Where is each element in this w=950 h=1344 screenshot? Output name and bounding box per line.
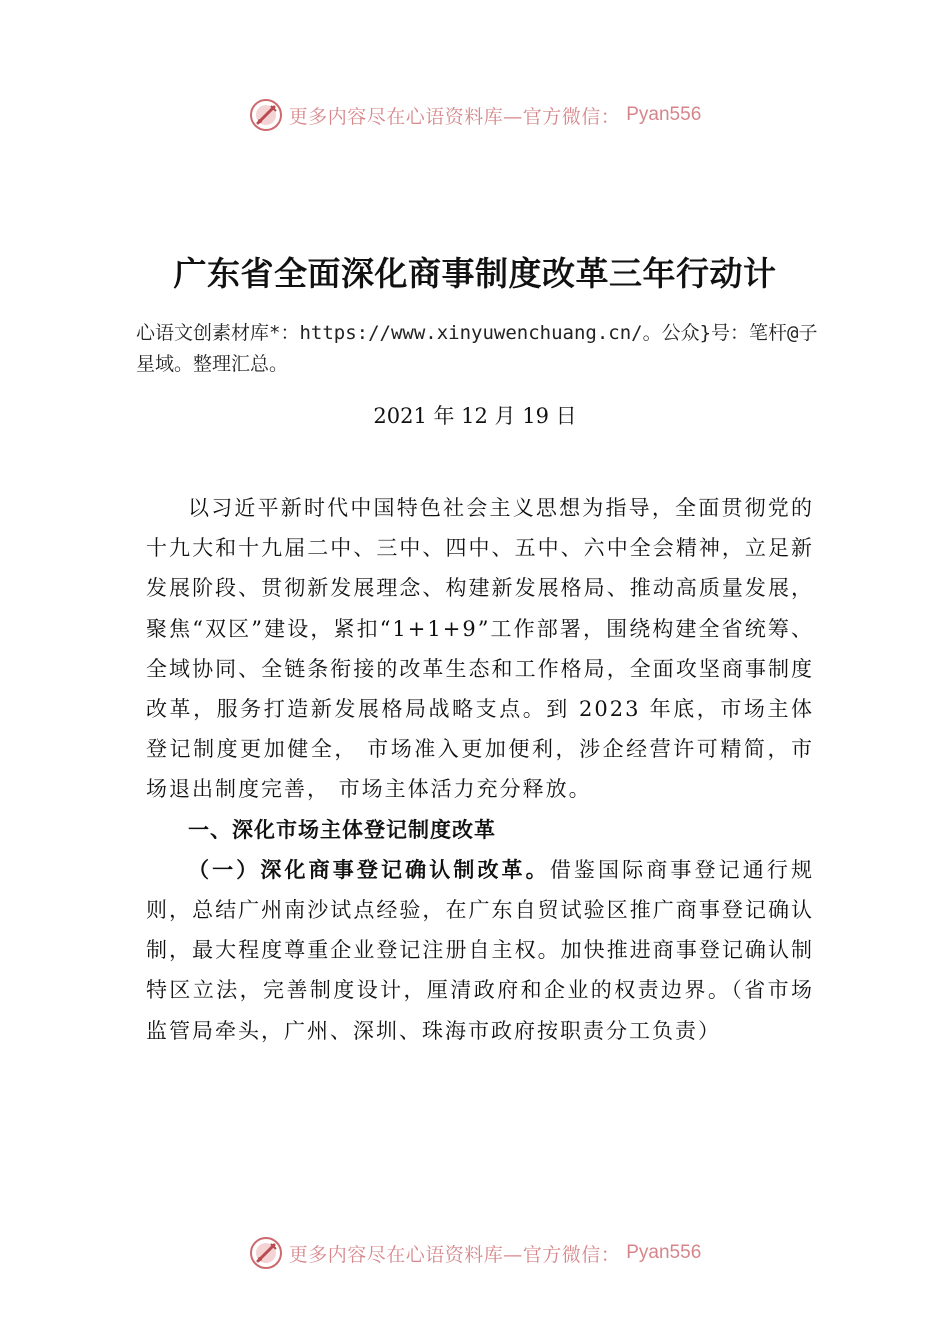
xinyu-logo-icon [249, 1236, 283, 1270]
item-text: 借鉴国际商事登记通行规则，总结广州南沙试点经验，在广东自贸试验区推广商事登记确认制，最大程度尊重企业登记注册自主权。加快推进商事登记确认制特区立法，完善制度设计，厘清政府和企业的权责边界。（省市场监管局牵头，广州、深圳、珠海市政府按职责分工负责） [146, 857, 815, 1043]
banner-wechat-id: Pyan556 [626, 1242, 702, 1263]
bottom-banner [0, 1233, 950, 1273]
document-body [146, 488, 814, 1051]
document-date: 2021 年 12 月 19 日 [373, 404, 577, 428]
section-heading: 一、深化市场主体登记制度改革 [188, 816, 496, 842]
intro-paragraph: 以习近平新时代中国特色社会主义思想为指导，全面贯彻党的十九大和十九届二中、三中、四中、五中、六中全会精神，立足新发展阶段、贯彻新发展理念、构建新发展格局、推动高质量发展，聚焦“双区”建设，紧扣“1+1+9”工作部署，围绕构建全省统筹、全域协同、全链条衔接的改革生态和工作格局，全面攻坚商事制度改革，服务打造新发展格局战略支点。到 2023 年底，市场主体登记制度更加健全， 市场准入更加便利，涉企经营许可精简，市场退出制度完善， 市场主体活力充分释放。 [146, 496, 814, 802]
banner-text: 更多内容尽在心语资料库—官方微信： [288, 105, 621, 128]
banner-text: 更多内容尽在心语资料库—官方微信： [288, 1243, 621, 1266]
top-banner [0, 95, 950, 135]
document-title: 广东省全面深化商事制度改革三年行动计 [173, 254, 777, 293]
item-paragraph [146, 850, 814, 1051]
banner-wechat-id: Pyan556 [626, 104, 702, 125]
source-note: 心语文创素材库*：https://www.xinyuwenchuang.cn/。公众}号：笔杆@子星域。整理汇总。 [136, 322, 818, 375]
item-lead: （一）深化商事登记确认制改革。 [188, 856, 550, 882]
xinyu-logo-icon [249, 98, 283, 132]
